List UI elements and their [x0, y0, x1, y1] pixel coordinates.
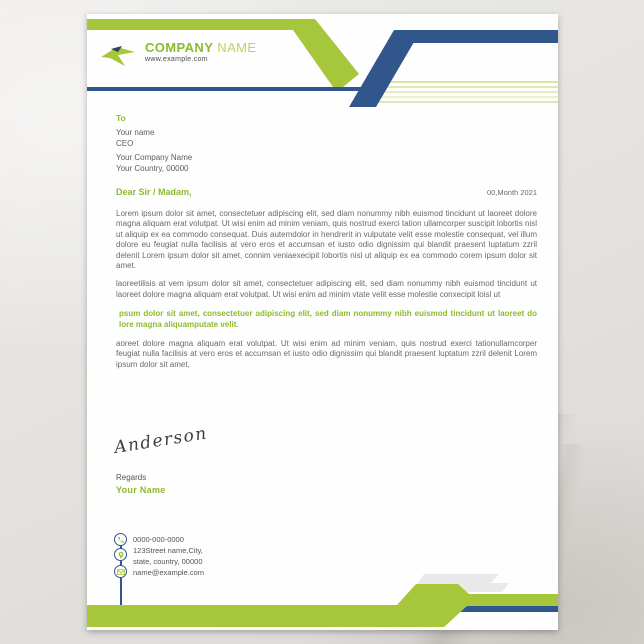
salutation: Dear Sir / Madam, — [116, 187, 192, 197]
company-name — [145, 40, 256, 55]
phone-icon — [114, 533, 127, 546]
paragraph-3: aoreet dolore magna aliquam erat volutpat. Ut wisi enim ad minim veniam, quis nostrud exerci tationullamcorper feugiat nulla facilisis at vero eros et accumsan et iusto odio dignissim qui blandit praesent luptatum zzril delenit Lorem ipsum dolor sit amet, — [116, 339, 537, 369]
letterhead-paper — [87, 14, 558, 630]
salutation-row — [116, 187, 537, 197]
recipient-company: Your Company Name — [116, 153, 193, 162]
contact-phone: 0000-000-0000 — [133, 535, 184, 544]
bird-logo-icon — [100, 42, 140, 72]
footer-decoration — [87, 554, 558, 630]
signature-block — [112, 423, 210, 495]
letter-body — [116, 113, 537, 370]
logo-text-block — [145, 40, 256, 63]
contact-address-line-1: 123Street name,City, — [133, 546, 203, 555]
recipient-label: To — [116, 113, 126, 123]
recipient-name: Your name — [116, 128, 155, 137]
recipient-title: CEO — [116, 139, 134, 148]
paragraph-2: laoreetilisis at vem ipsum dolor sit amet, consectetuer adipiscing elit, sed diam nonummy nibh euismod tincidunt ut laoreet dolore magna aliquam erat volutpat. Ut wisi enim ad minim vtate velit esse molestie conxecipit loisl ut — [116, 279, 537, 299]
highlight-paragraph: psum dolor sit amet, consectetuer adipiscing elit, sed diam nonummy nibh euismod tincidunt ut laoreet do lore magna aliquamputate velit. — [119, 309, 537, 329]
header-blue-rule — [87, 87, 363, 91]
company-name-bold: COMPANY — [145, 40, 214, 55]
company-logo — [100, 40, 256, 72]
company-name-light: NAME — [217, 40, 257, 55]
regards-label: Regards — [116, 473, 147, 482]
header-fan-lines — [378, 82, 558, 102]
company-website: www.example.com — [145, 56, 208, 63]
contact-address-line-2: state, country, 00000 — [133, 557, 203, 566]
paragraph-1: Lorem ipsum dolor sit amet, consectetuer adipiscing elit, sed diam nonummy nibh euismod tincidunt ut laoreet dolore magna aliquam erat volutpat. Ut wisi enim ad minim veniam, quis nostrud exerci tation ullamcorper suscipit lobortis nisl ut aliquip ex ea commodo consequat. Duis autemdolor in hendrerit in vulputate velit esse molestie consequat, vel illum dolore eu feugiat nulla facilisis at vero eros et accumsan et iusto odio dignissim qui blandit praesent luptatum zzril delenit Lorem ipsum dolor sit amet, connim veniaexecipit lobortis nisl ut aliquip ex ea commodo corem ipsum dolor sit amet. — [116, 209, 537, 271]
contact-email: name@example.com — [133, 568, 204, 577]
recipient-country: Your Country, 00000 — [116, 164, 189, 173]
header-blue-band — [394, 30, 558, 43]
letter-date: 00,Month 2021 — [486, 188, 537, 197]
sender-name: Your Name — [116, 485, 166, 495]
signature-script: Anderson — [112, 423, 210, 458]
